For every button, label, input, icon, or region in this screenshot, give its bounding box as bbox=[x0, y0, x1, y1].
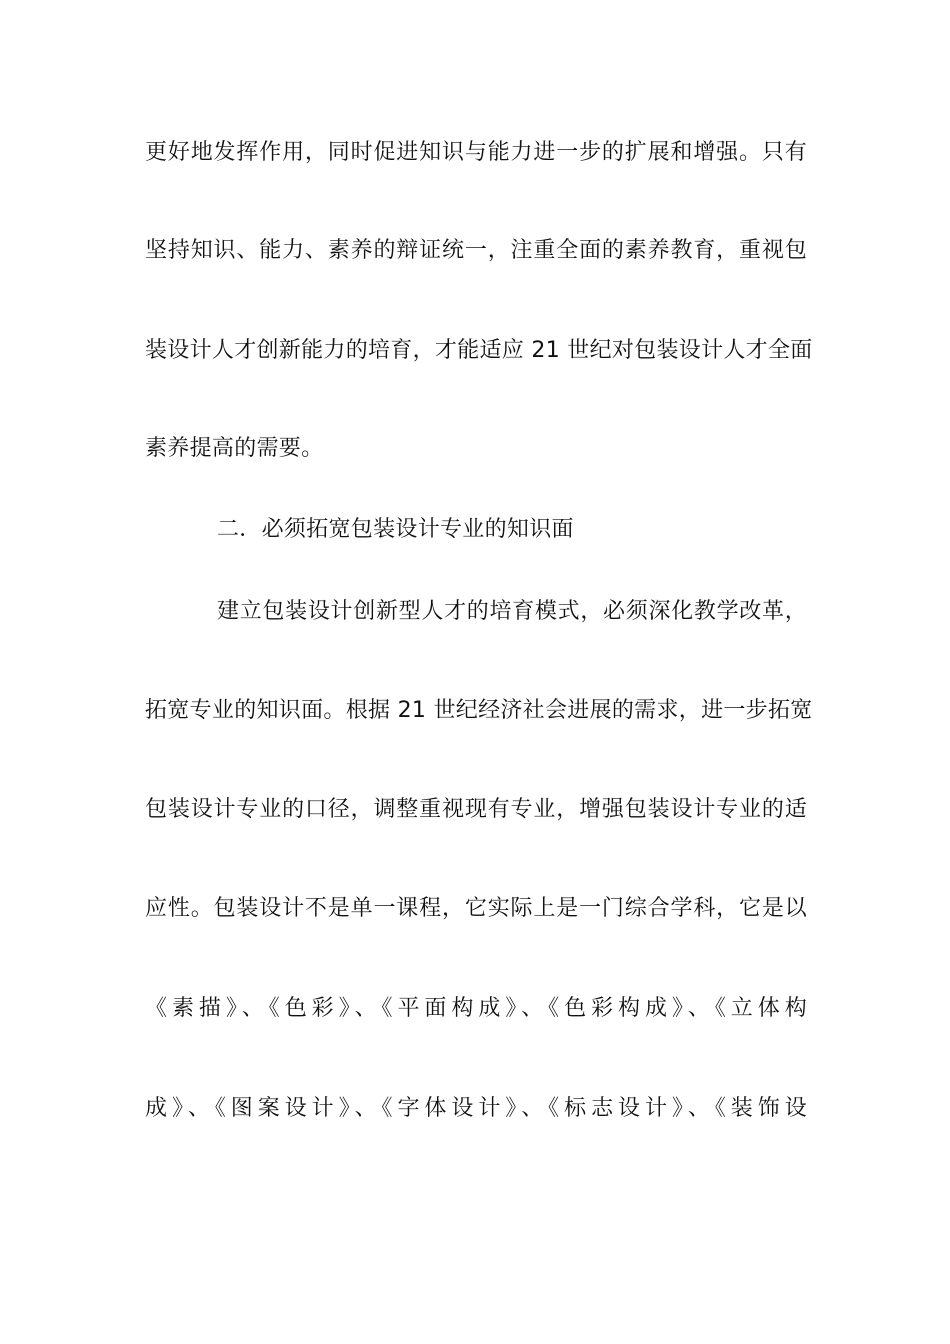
text-line: 建立包装设计创新型人才的培育模式，必须深化教学改革， bbox=[217, 599, 807, 624]
text-line: 拓宽专业的知识面。根据 21 世纪经济社会进展的需求，进一步拓宽 bbox=[145, 698, 813, 723]
text-line: 素养提高的需要。 bbox=[145, 436, 324, 461]
section-heading: 二．必须拓宽包装设计专业的知识面 bbox=[217, 517, 574, 542]
text-line: 包装设计专业的口径，调整重视现有专业，增强包装设计专业的适 bbox=[145, 797, 807, 822]
text-line: 装设计人才创新能力的培育，才能适应 21 世纪对包装设计人才全面 bbox=[145, 338, 813, 363]
text-line: 坚持知识、能力、素养的辩证统一，注重全面的素养教育，重视包 bbox=[145, 238, 807, 263]
text-line: 《素描》、《色彩》、《平面构成》、《色彩构成》、《立体构 bbox=[145, 996, 807, 1021]
text-line: 成》、《图案设计》、《字体设计》、《标志设计》、《装饰设 bbox=[145, 1096, 807, 1121]
text-line: 更好地发挥作用，同时促进知识与能力进一步的扩展和增强。只有 bbox=[145, 140, 807, 165]
text-line: 应性。包装设计不是单一课程，它实际上是一门综合学科，它是以 bbox=[145, 896, 807, 921]
